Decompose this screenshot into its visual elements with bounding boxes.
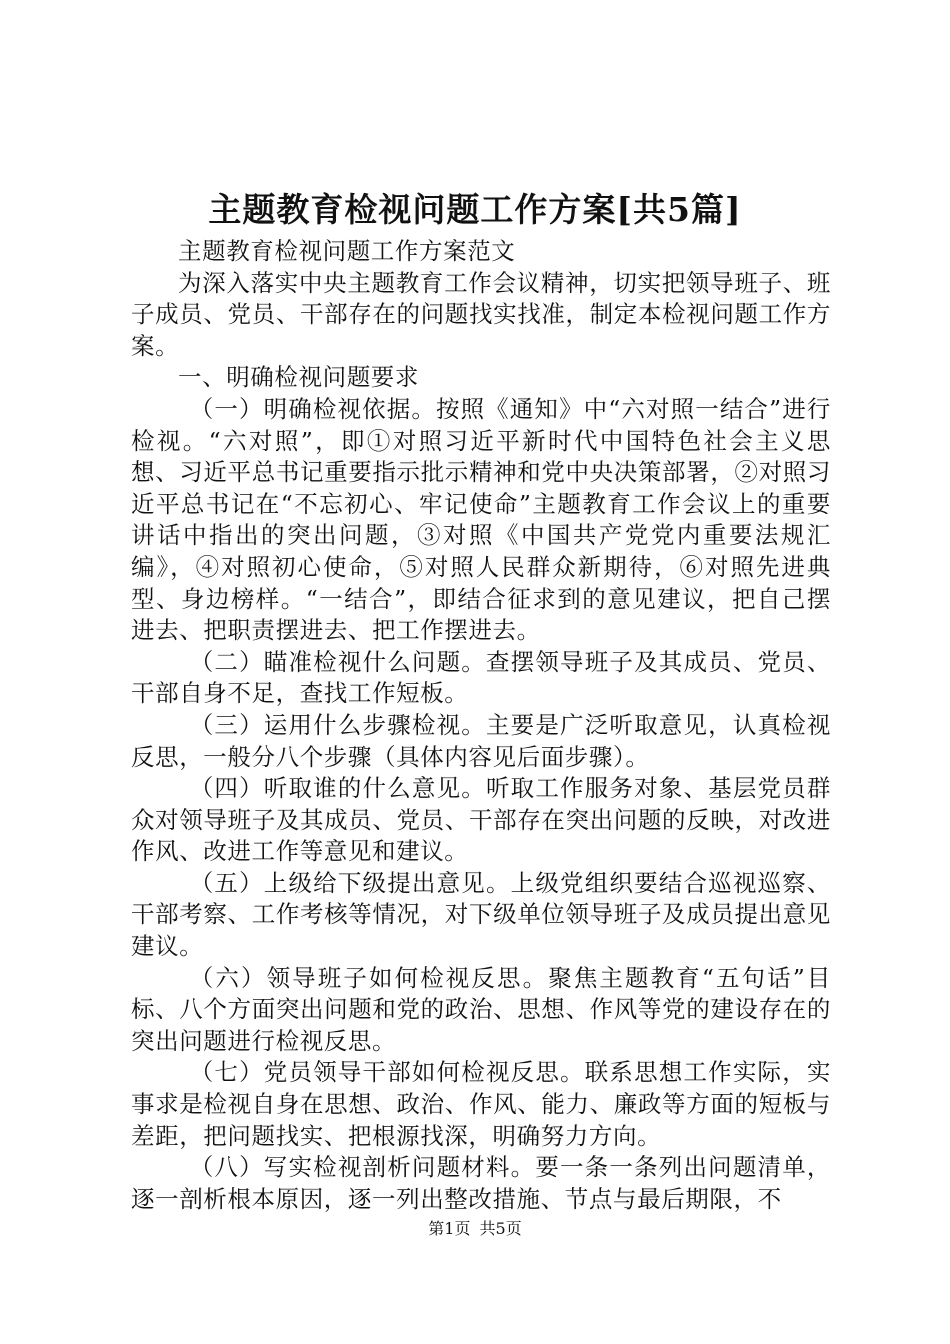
paragraph-item-5: （五）上级给下级提出意见。上级党组织要结合巡视巡察、干部考察、工作考核等情况，对下级单位领导班子及成员提出意见建议。 — [131, 868, 831, 961]
paragraph-item-3: （三）运用什么步骤检视。主要是广泛听取意见，认真检视反思，一般分八个步骤（具体内容见后面步骤）。 — [131, 710, 831, 771]
page-footer — [0, 1218, 950, 1240]
paragraph-subtitle: 主题教育检视问题工作方案范文 — [178, 237, 516, 265]
paragraph-item-8: （八）写实检视剖析问题材料。要一条一条列出问题清单，逐一剖析根本原因，逐一列出整改措施、节点与最后期限，不 — [131, 1153, 831, 1213]
document-title: 主题教育检视问题工作方案[共5篇] — [208, 190, 742, 229]
section-heading: 一、明确检视问题要求 — [178, 363, 419, 392]
page-total: 共5页 — [479, 1219, 522, 1238]
paragraph-item-2: （二）瞄准检视什么问题。查摆领导班子及其成员、党员、干部自身不足，查找工作短板。 — [131, 647, 831, 708]
paragraph-item-4: （四）听取谁的什么意见。听取工作服务对象、基层党员群众对领导班子及其成员、党员、干部存在突出问题的反映，对改进作风、改进工作等意见和建议。 — [131, 774, 831, 866]
page-number: 第1页 — [428, 1219, 471, 1238]
paragraph-item-7: （七）党员领导干部如何检视反思。联系思想工作实际，实事求是检视自身在思想、政治、作风、能力、廉政等方面的短板与差距，把问题找实、把根源找深，明确努力方向。 — [131, 1058, 831, 1150]
paragraph-item-1: （一）明确检视依据。按照《通知》中“六对照一结合”进行检视。“六对照”，即①对照习近平新时代中国特色社会主义思想、习近平总书记重要指示批示精神和党中央决策部署，②对照习近平总书记在“不忘初心、牢记使命”主题教育工作会议上的重要讲话中指出的突出问题，③对照《中国共产党党内重要法规汇编》，④对照初心使命，⑤对照人民群众新期待，⑥对照先进典型、身边榜样。“一结合”，即结合征求到的意见建议，把自己摆进去、把职责摆进去、把工作摆进去。 — [131, 394, 831, 645]
paragraph-item-6: （六）领导班子如何检视反思。聚焦主题教育“五句话”目标、八个方面突出问题和党的政治、思想、作风等党的建设存在的突出问题进行检视反思。 — [131, 963, 831, 1055]
paragraph-intro: 为深入落实中央主题教育工作会议精神，切实把领导班子、班子成员、党员、干部存在的问题找实找准，制定本检视问题工作方案。 — [131, 268, 831, 360]
document-body — [131, 236, 831, 1215]
